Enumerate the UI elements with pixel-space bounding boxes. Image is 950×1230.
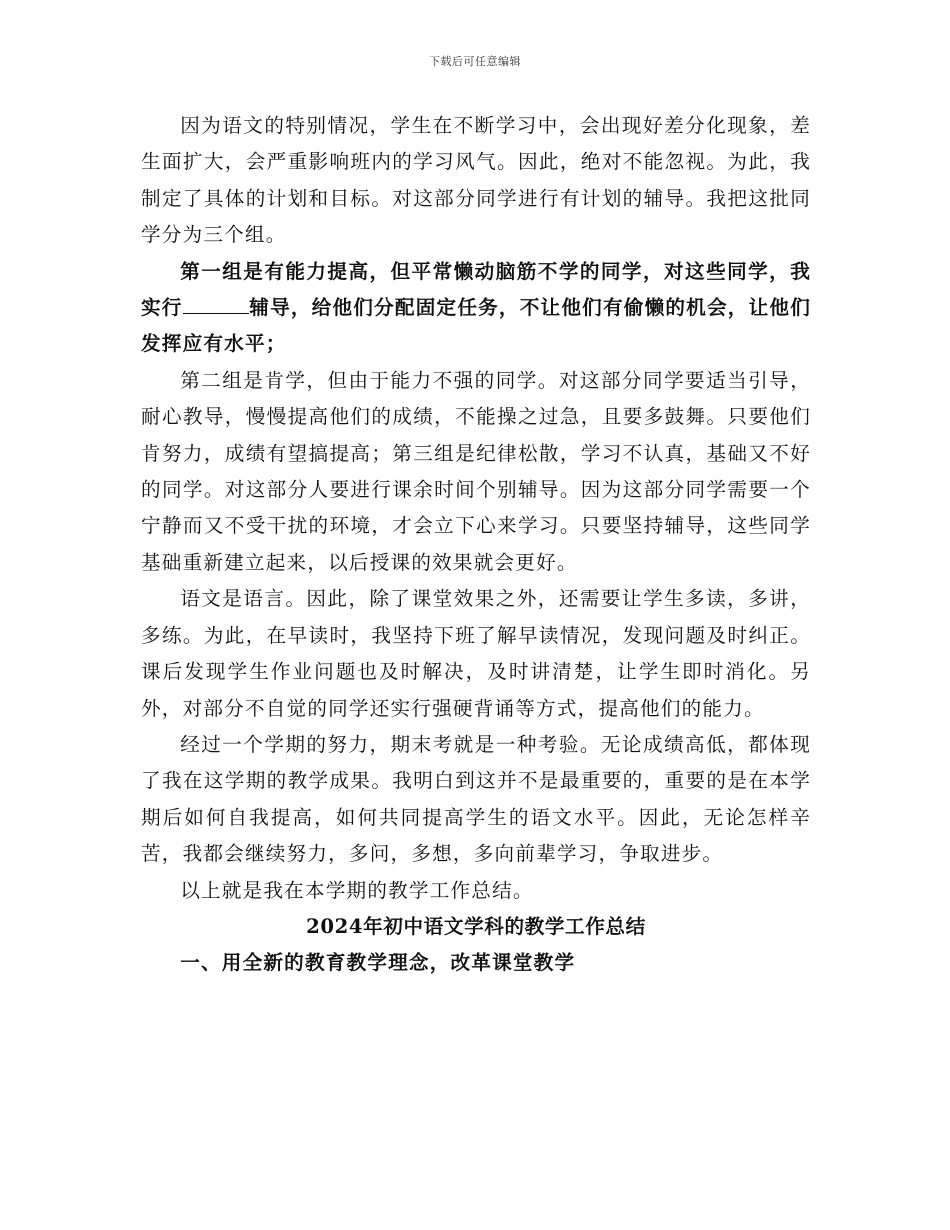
- fill-in-blank: [183, 295, 250, 314]
- paragraph-group-one: [141, 254, 811, 363]
- section-title: 2024年初中语文学科的教学工作总结: [306, 914, 646, 938]
- document-body: [141, 108, 811, 982]
- section-subheading: 一、用全新的教育教学理念，改革课堂教学: [180, 951, 576, 975]
- group-one-text-before: 第一组是有能力提高，但平常懒动脑筋不学的同学，对这些同学，我实行: [141, 259, 811, 320]
- paragraph-semester-reflection: 经过一个学期的努力，期末考就是一种考验。无论成绩高低，都体现了我在这学期的教学成果。我明白到这并不是最重要的，重要的是在本学期后如何自我提高，如何共同提高学生的语文水平。因此，无论怎样辛苦，我都会继续努力，多问，多想，多向前辈学习，争取进步。: [141, 732, 811, 866]
- paragraph-groups-two-three: 第二组是肯学，但由于能力不强的同学。对这部分同学要适当引导，耐心教导，慢慢提高他们的成绩，不能操之过急，且要多鼓舞。只要他们肯努力，成绩有望搞提高；第三组是纪律松散，学习不认真，基础又不好的同学。对这部分人要进行课余时间个别辅导。因为这部分同学需要一个宁静而又不受干扰的环境，才会立下心来学习。只要坚持辅导，这些同学基础重新建立起来，以后授课的效果就会更好。: [141, 368, 811, 574]
- paragraph-closing: 以上就是我在本学期的教学工作总结。: [180, 878, 534, 902]
- group-one-text-after: 辅导，给他们分配固定任务，不让他们有偷懒的机会，让他们发挥应有水平；: [141, 296, 812, 356]
- paragraph-grouping-intro: 因为语文的特别情况，学生在不断学习中，会出现好差分化现象，差生面扩大，会严重影响班内的学习风气。因此，绝对不能忽视。为此，我制定了具体的计划和目标。对这部分同学进行有计划的辅导。我把这批同学分为三个组。: [141, 114, 811, 247]
- page-header: 下载后可任意编辑: [429, 55, 521, 68]
- paragraph-language-practice: 语文是语言。因此，除了课堂效果之外，还需要让学生多读，多讲，多练。为此，在早读时，我坚持下班了解早读情况，发现问题及时纠正。课后发现学生作业问题也及时解决，及时讲清楚，让学生即时消化。另外，对部分不自觉的同学还实行强硬背诵等方式，提高他们的能力。: [141, 587, 811, 720]
